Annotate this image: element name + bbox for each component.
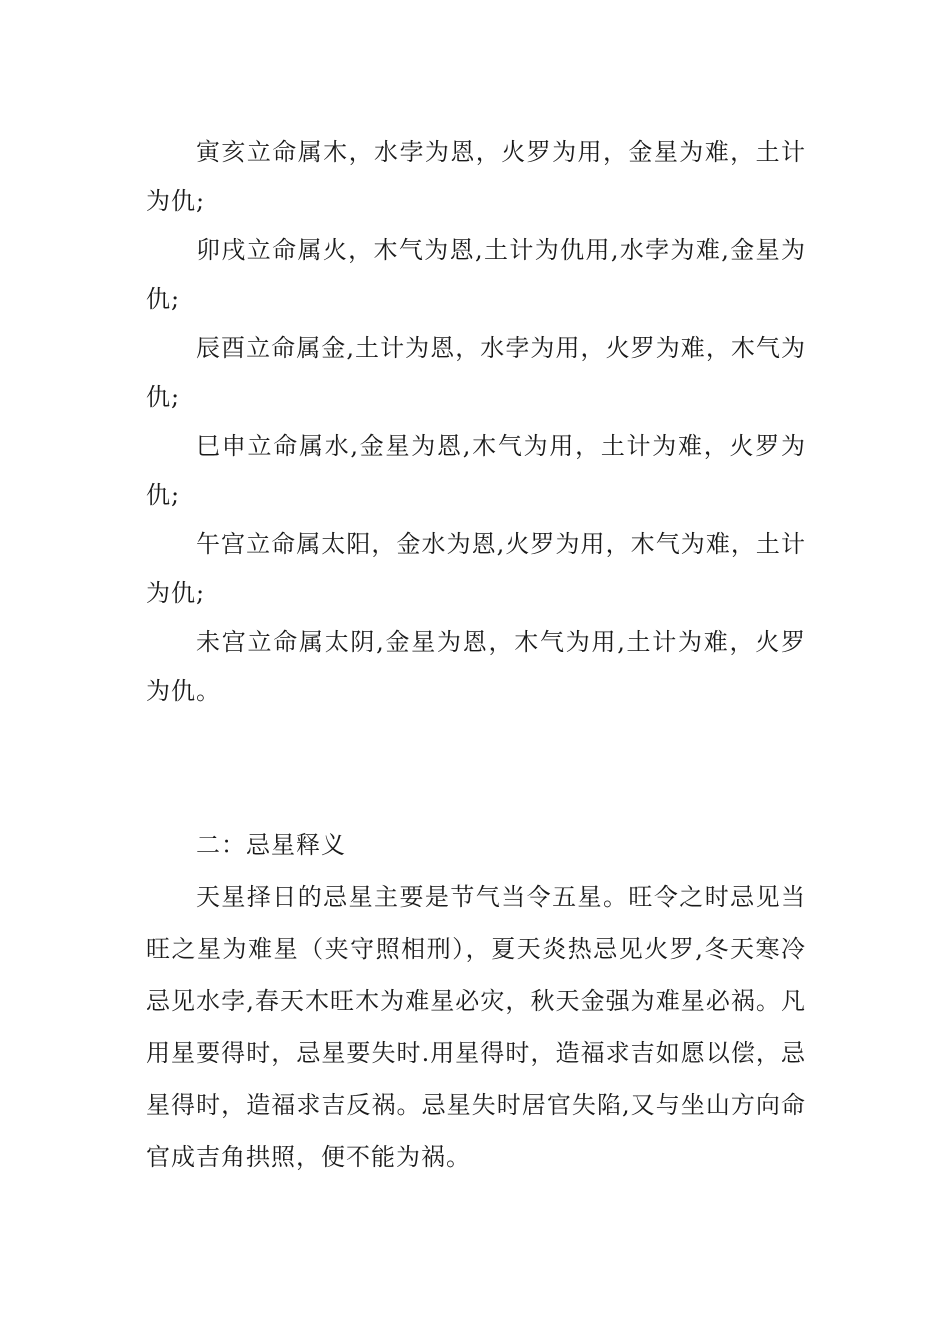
paragraph-yin-hai: 寅亥立命属木，水孛为恩，火罗为用，金星为难，土计为仇; (146, 138, 806, 215)
paragraph-si-shen: 巳申立命属水,金星为恩,木气为用，土计为难，火罗为仇; (146, 432, 806, 509)
paragraph-wu-palace: 午宫立命属太阳，金水为恩,火罗为用，木气为难，土计为仇; (146, 530, 806, 607)
paragraph-mao-xu: 卯戌立命属火，木气为恩,土计为仇用,水孛为难,金星为仇; (146, 236, 806, 313)
section-heading: 二：忌星释义 (196, 831, 346, 859)
paragraph-ji-star-explanation: 天星择日的忌星主要是节气当令五星。旺令之时忌见当旺之星为难星（夹守照相刑），夏天炎热忌见火罗,冬天寒冷忌见水孛,春天木旺木为难星必灾，秋天金强为难星必祸。凡用星要得时，忌星要失时.用星得时，造福求吉如愿以偿，忌星得时，造福求吉反祸。忌星失时居官失陷,又与坐山方向命官成吉角拱照，便不能为祸。 (146, 883, 806, 1171)
ruling-stars-list (146, 128, 806, 716)
paragraph-chen-you: 辰酉立命属金,土计为恩，水孛为用，火罗为难，木气为仇; (146, 334, 806, 411)
paragraph-wei-palace: 未宫立命属太阴,金星为恩，木气为用,土计为难，火罗为仇。 (146, 628, 806, 705)
section-two-body (146, 871, 806, 1183)
